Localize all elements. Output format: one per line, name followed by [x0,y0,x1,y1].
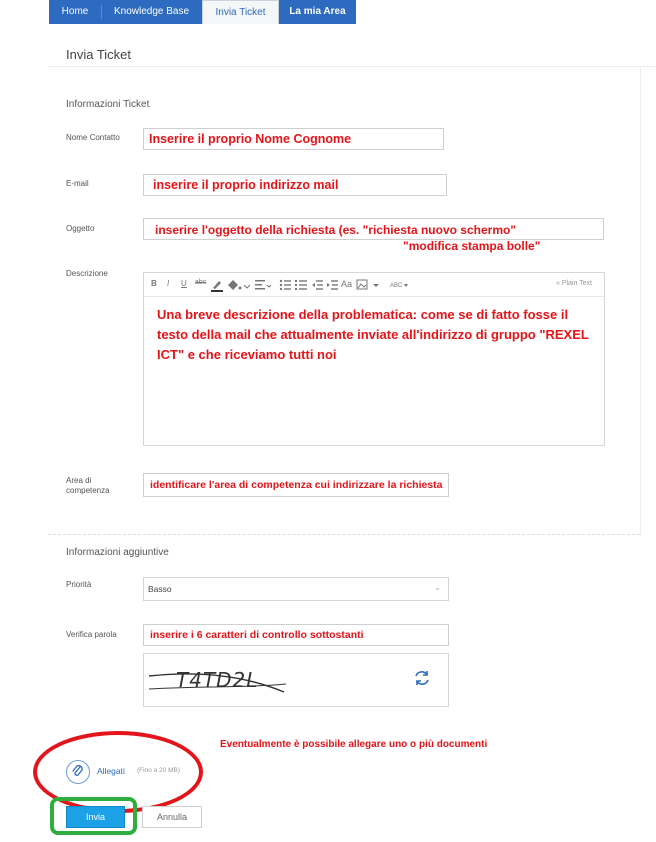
indent-icon[interactable] [326,278,338,292]
label-priority: Priorità [66,580,92,589]
area-input[interactable] [143,473,449,497]
image-icon[interactable] [356,278,368,292]
chevron-down-icon[interactable] [243,278,251,292]
cancel-button[interactable]: Annulla [142,806,202,828]
label-email: E-mail [66,179,89,188]
svg-text:ABC: ABC [390,283,403,289]
svg-text:T4TD2L: T4TD2L [176,668,259,692]
label-area [66,476,110,496]
label-contact-name: Nome Contatto [66,133,120,142]
verify-input[interactable] [143,624,449,646]
top-nav [0,0,656,24]
subject-input[interactable] [143,218,604,240]
priority-select[interactable] [143,577,449,601]
attachments-limit: (Fino a 20 MB) [137,767,180,774]
chevron-down-icon[interactable] [372,278,380,292]
verify-value: inserire i 6 caratteri di controllo sottostanti [150,629,364,641]
label-verify: Verifica parola [66,630,117,639]
contact-name-value: Inserire il proprio Nome Cognome [149,132,352,146]
chevron-down-icon: ⌄ [434,583,441,592]
label-area-line1: Area di [66,476,92,485]
captcha-box [143,653,449,707]
section-title-extra-info: Informazioni aggiuntive [66,547,169,558]
attachments-link[interactable]: Allegati [97,766,125,776]
divider [48,66,656,67]
align-icon[interactable] [254,278,272,292]
tab-knowledge-base[interactable]: Knowledge Base [113,6,190,17]
numbered-list-icon[interactable] [295,278,307,292]
bold-button[interactable]: B [151,279,157,288]
contact-name-input[interactable] [143,128,444,150]
font-format-button[interactable]: Aa [341,279,353,289]
editor-toolbar [144,273,604,297]
text-color-icon[interactable] [210,278,224,292]
email-value: inserire il proprio indirizzo mail [153,178,339,192]
tab-home[interactable]: Home [61,6,89,17]
attachments-note: Eventualmente è possibile allegare uno o più documenti [220,739,488,750]
subject-value: inserire l'oggetto della richiesta (es. "richiesta nuovo schermo" [155,223,517,237]
outdent-icon[interactable] [311,278,323,292]
strike-button[interactable]: abc [195,279,207,286]
tab-invia-ticket[interactable]: Invia Ticket [202,0,279,24]
page-title: Invia Ticket [66,47,132,62]
label-subject: Oggetto [66,224,95,233]
description-editor[interactable] [143,272,605,446]
label-description: Descrizione [66,269,108,278]
divider [48,534,640,535]
label-area-line2: competenza [66,486,110,495]
priority-value: Basso [148,584,172,594]
tab-la-mia-area[interactable]: La mia Area [289,6,346,17]
fill-color-icon[interactable] [226,278,242,292]
attach-button[interactable] [66,760,90,784]
section-title-ticket-info: Informazioni Ticket [66,99,150,110]
underline-button[interactable]: U [181,279,187,288]
divider [640,66,641,536]
email-input[interactable] [143,174,447,196]
italic-button[interactable]: I [167,279,170,288]
plain-text-link[interactable]: « Plain Text [555,280,592,287]
paperclip-icon [67,761,89,783]
spellcheck-icon[interactable] [390,278,412,292]
description-value: Una breve descrizione della problematica: come se di fatto fosse il testo della mail che attualmente inviate all'indirizzo di gruppo "REXEL ICT" e che riceviamo tutti noi [157,307,589,362]
subject-value-line2: "modifica stampa bolle" [403,239,541,253]
bullet-list-icon[interactable] [279,278,291,292]
captcha-image [146,662,296,698]
refresh-icon[interactable] [412,668,432,688]
area-value: identificare l'area di competenza cui indirizzare la richiesta [150,479,443,491]
send-button[interactable]: Invia [66,806,125,828]
